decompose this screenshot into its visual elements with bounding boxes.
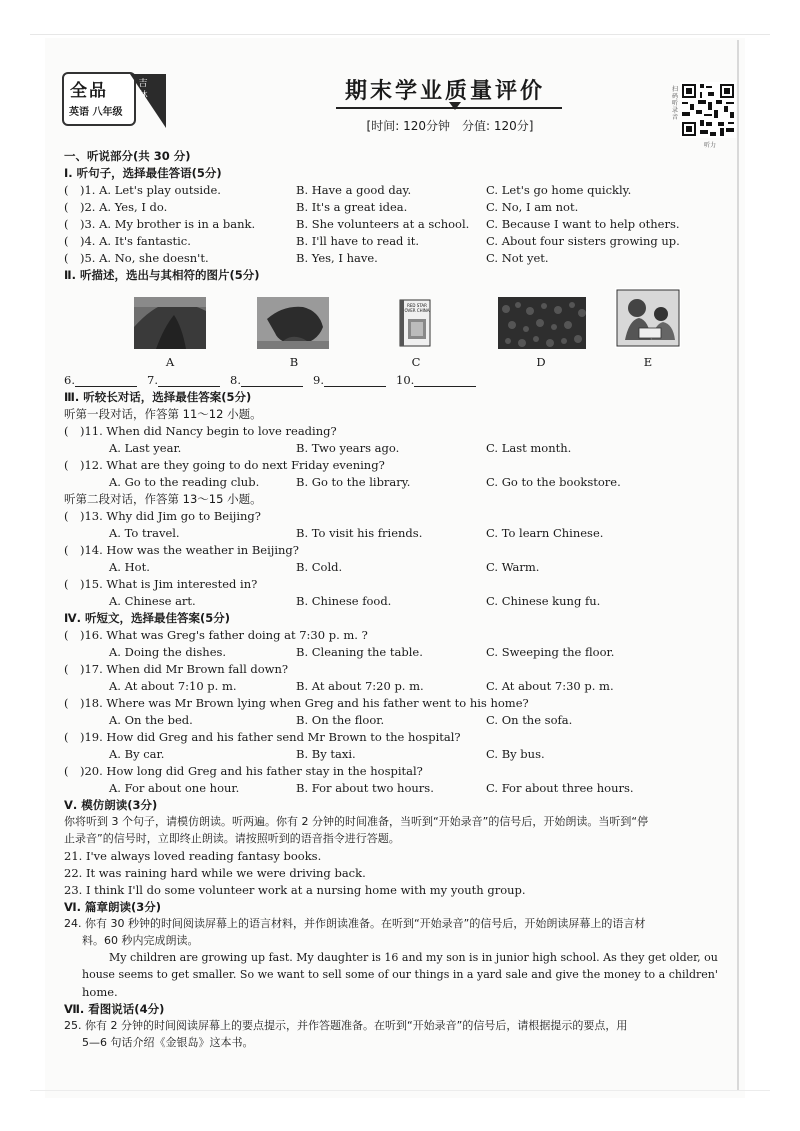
- question-18: ( )18. Where was Mr Brown lying when Greg and his father went to his home?: [64, 696, 529, 710]
- picture-label-a: A: [165, 355, 175, 369]
- sentence-21: 21. I've always loved reading fantasy books.: [64, 849, 322, 863]
- sentence-22: 22. It was raining hard while we were driving back.: [64, 866, 366, 880]
- option-5b: B. Yes, I have.: [296, 251, 378, 265]
- picture-a-image: [134, 297, 206, 349]
- option-19b: B. By taxi.: [296, 747, 356, 761]
- option-12a: A. Go to the reading club.: [109, 475, 260, 489]
- option-17c: C. At about 7:30 p. m.: [486, 679, 614, 693]
- picture-b-image: [257, 297, 329, 349]
- section-6-instruction-line1: 24. 你有 30 秒钟的时间阅读屏幕上的语言材料，并作朗读准备。在听到“开始录音”的信号后，开始朗读屏幕上的语言材: [64, 917, 646, 930]
- option-4b: B. I'll have to read it.: [296, 234, 420, 248]
- question-3: ( )3. A. My brother is in a bank.: [64, 217, 256, 231]
- option-19a: A. By car.: [109, 747, 165, 761]
- page-title: 期末学业质量评价: [344, 79, 545, 104]
- question-1: ( )1. A. Let's play outside.: [64, 183, 221, 197]
- section-1-heading: Ⅰ. 听句子，选择最佳答语(5分): [64, 166, 222, 180]
- section-4-heading: Ⅳ. 听短文，选择最佳答案(5分): [64, 611, 231, 625]
- option-5c: C. Not yet.: [486, 251, 549, 265]
- svg-text:OVER CHINA: OVER CHINA: [404, 308, 430, 313]
- option-13b: B. To visit his friends.: [296, 526, 423, 540]
- blank-line[interactable]: [324, 374, 386, 387]
- blank-line[interactable]: [75, 374, 137, 387]
- blank-line[interactable]: [414, 374, 476, 387]
- section-7-instruction-line2: 5—6 句话介绍《金银岛》这本书。: [82, 1036, 254, 1049]
- blank-number: 6.: [64, 373, 75, 387]
- option-11b: B. Two years ago.: [296, 441, 400, 455]
- blank-line[interactable]: [241, 374, 303, 387]
- logo-main-text: 全品: [70, 81, 108, 101]
- question-19: ( )19. How did Greg and his father send Mr Brown to the hospital?: [64, 730, 461, 744]
- option-2b: B. It's a great idea.: [296, 200, 408, 214]
- answer-blank-9[interactable]: [313, 373, 386, 387]
- option-20c: C. For about three hours.: [486, 781, 634, 795]
- option-15c: C. Chinese kung fu.: [486, 594, 601, 608]
- option-14b: B. Cold.: [296, 560, 343, 574]
- option-13c: C. To learn Chinese.: [486, 526, 604, 540]
- section-5-instruction-line1: 你将听到 3 个句子，请模仿朗读。听两遍。你有 2 分钟的时间准备，当听到“开始录音”的信号后，开始朗读。当听到“停: [64, 815, 649, 828]
- blank-number: 7.: [147, 373, 158, 387]
- picture-c-book-image: [396, 297, 436, 349]
- answer-blank-10[interactable]: [396, 373, 476, 387]
- question-12: ( )12. What are they going to do next Friday evening?: [64, 458, 385, 472]
- qr-code-icon[interactable]: [680, 82, 736, 138]
- option-12c: C. Go to the bookstore.: [486, 475, 621, 489]
- logo-tag-text: 吉林: [138, 79, 148, 101]
- answer-blank-6[interactable]: [64, 373, 137, 387]
- part-heading: 一、听说部分(共 30 分): [64, 149, 191, 163]
- question-2: ( )2. A. Yes, I do.: [64, 200, 168, 214]
- blank-number: 10.: [396, 373, 415, 387]
- option-19c: C. By bus.: [486, 747, 545, 761]
- blank-number: 9.: [313, 373, 324, 387]
- picture-d-image: [498, 297, 586, 349]
- option-20b: B. For about two hours.: [296, 781, 434, 795]
- answer-blank-8[interactable]: [230, 373, 303, 387]
- option-17a: A. At about 7:10 p. m.: [109, 679, 237, 693]
- qr-caption: 听力: [704, 142, 717, 149]
- reading-passage-line2: house seems to get smaller. So we want to sell some of our things in a yard sale and give the money to a children': [82, 968, 718, 981]
- option-18a: A. On the bed.: [109, 713, 193, 727]
- option-20a: A. For about one hour.: [109, 781, 240, 795]
- dialog-1-instruction: 听第一段对话，作答第 11～12 小题。: [64, 407, 262, 421]
- blank-number: 8.: [230, 373, 241, 387]
- option-11a: A. Last year.: [109, 441, 182, 455]
- question-17: ( )17. When did Mr Brown fall down?: [64, 662, 289, 676]
- picture-label-c: C: [411, 355, 421, 369]
- title-underline-marker: [449, 102, 461, 110]
- option-18c: C. On the sofa.: [486, 713, 573, 727]
- picture-label-e: E: [643, 355, 653, 369]
- bottom-divider: [30, 1090, 770, 1091]
- option-15a: A. Chinese art.: [109, 594, 196, 608]
- page-edge: [737, 40, 739, 1090]
- answer-blank-7[interactable]: [147, 373, 220, 387]
- section-3-heading: Ⅲ. 听较长对话，选择最佳答案(5分): [64, 390, 252, 404]
- brand-logo: [62, 72, 164, 128]
- picture-label-d: D: [536, 355, 546, 369]
- question-15: ( )15. What is Jim interested in?: [64, 577, 258, 591]
- picture-e-image: [615, 288, 681, 348]
- reading-passage-line1: My children are growing up fast. My daughter is 16 and my son is in junior high school. As they get older, ou: [109, 951, 718, 964]
- picture-label-b: B: [289, 355, 299, 369]
- option-16c: C. Sweeping the floor.: [486, 645, 615, 659]
- question-5: ( )5. A. No, she doesn't.: [64, 251, 209, 265]
- option-4c: C. About four sisters growing up.: [486, 234, 680, 248]
- section-5-instruction-line2: 止录音”的信号时，立即终止朗读。请按照听到的语音指令进行答题。: [64, 832, 400, 845]
- option-16a: A. Doing the dishes.: [109, 645, 227, 659]
- option-12b: B. Go to the library.: [296, 475, 411, 489]
- section-7-instruction-line1: 25. 你有 2 分钟的时间阅读屏幕上的要点提示，并作答题准备。在听到“开始录音”的信号后，请根据提示的要点，用: [64, 1019, 628, 1032]
- option-14c: C. Warm.: [486, 560, 540, 574]
- option-1b: B. Have a good day.: [296, 183, 412, 197]
- blank-line[interactable]: [158, 374, 220, 387]
- option-2c: C. No, I am not.: [486, 200, 579, 214]
- question-11: ( )11. When did Nancy begin to love reading?: [64, 424, 337, 438]
- option-18b: B. On the floor.: [296, 713, 385, 727]
- section-6-instruction-line2: 料。60 秒内完成朗读。: [82, 934, 199, 947]
- question-14: ( )14. How was the weather in Beijing?: [64, 543, 299, 557]
- option-16b: B. Cleaning the table.: [296, 645, 423, 659]
- section-5-heading: Ⅴ. 模仿朗读(3分): [64, 798, 158, 812]
- option-15b: B. Chinese food.: [296, 594, 392, 608]
- exam-time-score: [时间: 120分钟 分值: 120分]: [366, 119, 534, 133]
- option-3c: C. Because I want to help others.: [486, 217, 680, 231]
- option-17b: B. At about 7:20 p. m.: [296, 679, 424, 693]
- option-13a: A. To travel.: [109, 526, 180, 540]
- option-14a: A. Hot.: [109, 560, 150, 574]
- option-11c: C. Last month.: [486, 441, 572, 455]
- section-7-heading: Ⅶ. 看图说话(4分): [64, 1002, 165, 1016]
- option-1c: C. Let's go home quickly.: [486, 183, 632, 197]
- svg-text:RED STAR: RED STAR: [407, 303, 427, 308]
- question-13: ( )13. Why did Jim go to Beijing?: [64, 509, 261, 523]
- question-16: ( )16. What was Greg's father doing at 7:30 p. m. ?: [64, 628, 368, 642]
- logo-sub-text: 英语 八年级: [69, 107, 123, 118]
- question-4: ( )4. A. It's fantastic.: [64, 234, 191, 248]
- sentence-23: 23. I think I'll do some volunteer work at a nursing home with my youth group.: [64, 883, 526, 897]
- logo-box: [62, 72, 136, 126]
- section-6-heading: Ⅵ. 篇章朗读(3分): [64, 900, 162, 914]
- option-3b: B. She volunteers at a school.: [296, 217, 470, 231]
- question-20: ( )20. How long did Greg and his father stay in the hospital?: [64, 764, 423, 778]
- dialog-2-instruction: 听第二段对话，作答第 13～15 小题。: [64, 492, 262, 506]
- qr-side-label: 扫码听录音: [672, 86, 679, 121]
- section-2-heading: Ⅱ. 听描述，选出与其相符的图片(5分): [64, 268, 260, 282]
- top-divider: [30, 34, 770, 35]
- reading-passage-line3: home.: [82, 985, 118, 999]
